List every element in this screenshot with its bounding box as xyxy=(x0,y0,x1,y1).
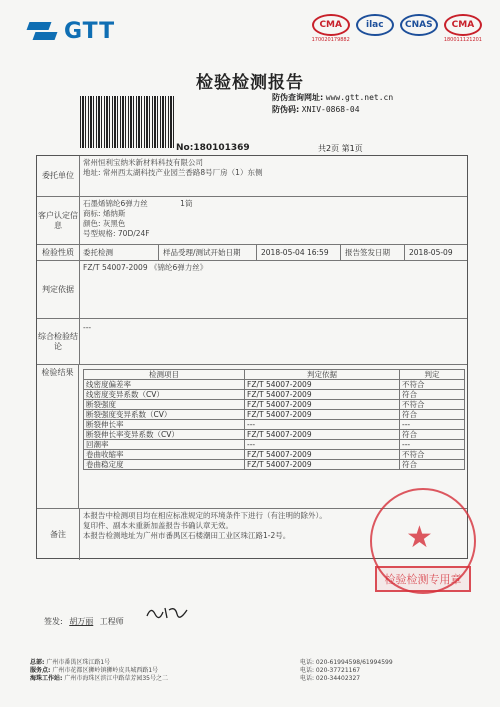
sample-brand: 商标: 烯纳斯 xyxy=(83,209,126,218)
client-name: 常州恒利宝纳米新材料科技有限公司 xyxy=(83,158,203,167)
header-item: 检测项目 xyxy=(84,370,245,380)
verify-code-label: 防伪码: xyxy=(272,105,300,114)
results-row xyxy=(37,364,467,508)
sample-qty: 1筒 xyxy=(180,199,193,208)
handwritten-signature xyxy=(145,604,189,622)
result-item: 断裂伸长率变异系数（CV） xyxy=(84,430,245,440)
result-row xyxy=(84,430,465,440)
footer-addr-3: 广州市海珠区滨江中路草芳园35号之二 xyxy=(64,675,168,682)
result-item: 线密度变异系数（CV） xyxy=(84,390,245,400)
conclusion-row xyxy=(37,318,467,364)
result-judgement: 不符合 xyxy=(400,400,465,410)
verify-code: XNIV-0868-04 xyxy=(301,105,360,114)
gtt-logo xyxy=(28,18,115,44)
result-basis: FZ/T 54007-2009 xyxy=(245,460,400,470)
basis-row xyxy=(37,260,467,318)
cma-mark-1: CMA 170020179882 xyxy=(312,14,350,43)
result-basis: FZ/T 54007-2009 xyxy=(245,400,400,410)
footer-tel-1: 电话: 020-61994598/61994599 xyxy=(300,659,393,666)
gtt-logo-icon xyxy=(28,18,58,44)
sample-row xyxy=(37,196,467,244)
logo-text: GTT xyxy=(64,18,116,44)
results-label: 检验结果 xyxy=(37,365,79,508)
result-judgement: --- xyxy=(400,420,465,430)
result-basis: FZ/T 54007-2009 xyxy=(245,380,400,390)
result-item: 卷曲稳定度 xyxy=(84,460,245,470)
cma-mark-2: CMA 180011121201 xyxy=(444,14,482,43)
result-row xyxy=(84,460,465,470)
results-table xyxy=(83,369,465,470)
header-judgement: 判定 xyxy=(400,370,465,380)
result-judgement: 符合 xyxy=(400,460,465,470)
nature-value: 委托检测 xyxy=(79,245,159,260)
sample-name: 石墨烯锦纶6弹力丝 xyxy=(83,199,148,208)
issue-date-label: 报告签发日期 xyxy=(341,245,405,260)
page-info: 共2页 第1页 xyxy=(318,144,363,153)
result-row xyxy=(84,440,465,450)
footer-tel-3: 电话: 020-34402327 xyxy=(300,675,361,682)
client-row xyxy=(37,156,467,196)
footer-addresses: 总部: 广州市番禺区珠江路1号 服务点: 广州市花都区狮岭镇狮岭皮具城西路1号 海珠工作站: 广州市海珠区滨江中路草芳园35号之二 xyxy=(30,659,168,682)
result-basis: FZ/T 54007-2009 xyxy=(245,430,400,440)
start-date: 2018-05-04 16:59 xyxy=(257,245,341,260)
footer-tel-2: 电话: 020-37721167 xyxy=(300,667,361,674)
client-address: 地址: 常州西太湖科技产业园兰香路8号厂房（1）东侧 xyxy=(83,168,263,177)
cnas-mark: CNAS xyxy=(400,14,438,43)
result-judgement: 不符合 xyxy=(400,380,465,390)
verify-url-label: 防伪查询网址: xyxy=(272,93,324,102)
footer-contacts xyxy=(300,659,393,683)
ilac-mark: ilac xyxy=(356,14,394,43)
result-basis: --- xyxy=(245,420,400,430)
result-item: 线密度偏差率 xyxy=(84,380,245,390)
result-item: 回潮率 xyxy=(84,440,245,450)
result-basis: FZ/T 54007-2009 xyxy=(245,390,400,400)
result-row xyxy=(84,390,465,400)
seal-label: 检验检测专用章 xyxy=(375,566,471,592)
result-row xyxy=(84,380,465,390)
basis-value: FZ/T 54007-2009 《锦纶6弹力丝》 xyxy=(83,263,208,272)
result-basis: --- xyxy=(245,440,400,450)
signature-label: 签发: xyxy=(44,617,63,626)
verify-info xyxy=(272,92,393,116)
nature-row xyxy=(37,244,467,260)
sample-label: 客户认定信息 xyxy=(37,197,80,244)
result-item: 断裂伸长率 xyxy=(84,420,245,430)
results-header xyxy=(84,370,465,380)
result-row xyxy=(84,410,465,420)
result-row xyxy=(84,450,465,460)
verify-url[interactable]: www.gtt.net.cn xyxy=(325,93,394,102)
conclusion-label: 综合检验结论 xyxy=(37,319,80,364)
star-icon: ★ xyxy=(406,520,433,555)
remark-1: 本报告中检测项目均在相应标准规定的环境条件下进行（有注明的除外）。 xyxy=(83,511,327,520)
cert-marks xyxy=(312,14,482,43)
result-judgement: --- xyxy=(400,440,465,450)
sample-color: 颜色: 灰黑色 xyxy=(83,219,126,228)
remarks-label: 备注 xyxy=(37,509,80,560)
footer-addr-2: 广州市花都区狮岭镇狮岭皮具城西路1号 xyxy=(52,667,159,674)
result-judgement: 符合 xyxy=(400,430,465,440)
client-label: 委托单位 xyxy=(37,156,80,196)
start-date-label: 样品受理/测试开始日期 xyxy=(159,245,257,260)
result-item: 卷曲收缩率 xyxy=(84,450,245,460)
page-title: 检验检测报告 xyxy=(196,73,304,93)
signer-name: 胡万丽 xyxy=(69,617,94,626)
signature-line xyxy=(44,616,124,627)
result-basis: FZ/T 54007-2009 xyxy=(245,410,400,420)
barcode xyxy=(80,96,176,148)
remark-2: 复印件、副本未重新加盖报告书确认章无效。 xyxy=(83,521,233,530)
result-row xyxy=(84,400,465,410)
result-item: 断裂强度 xyxy=(84,400,245,410)
result-row xyxy=(84,420,465,430)
basis-label: 判定依据 xyxy=(37,261,80,318)
nature-label: 检验性质 xyxy=(37,245,80,260)
footer-addr-1: 广州市番禺区珠江路1号 xyxy=(46,659,111,666)
result-judgement: 符合 xyxy=(400,390,465,400)
result-judgement: 不符合 xyxy=(400,450,465,460)
result-judgement: 符合 xyxy=(400,410,465,420)
sample-spec: 号型规格: 70D/24F xyxy=(83,229,150,238)
signer-title: 工程师 xyxy=(99,617,124,626)
conclusion-value: --- xyxy=(83,323,92,332)
header-basis: 判定依据 xyxy=(245,370,400,380)
report-number: No:180101369 xyxy=(176,143,250,153)
result-basis: FZ/T 54007-2009 xyxy=(245,450,400,460)
issue-date: 2018-05-09 xyxy=(409,248,453,257)
result-item: 断裂强度变异系数（CV） xyxy=(84,410,245,420)
remark-3: 本报告检测地址为广州市番禺区石楼潮田工业区珠江路1-2号。 xyxy=(83,531,291,540)
